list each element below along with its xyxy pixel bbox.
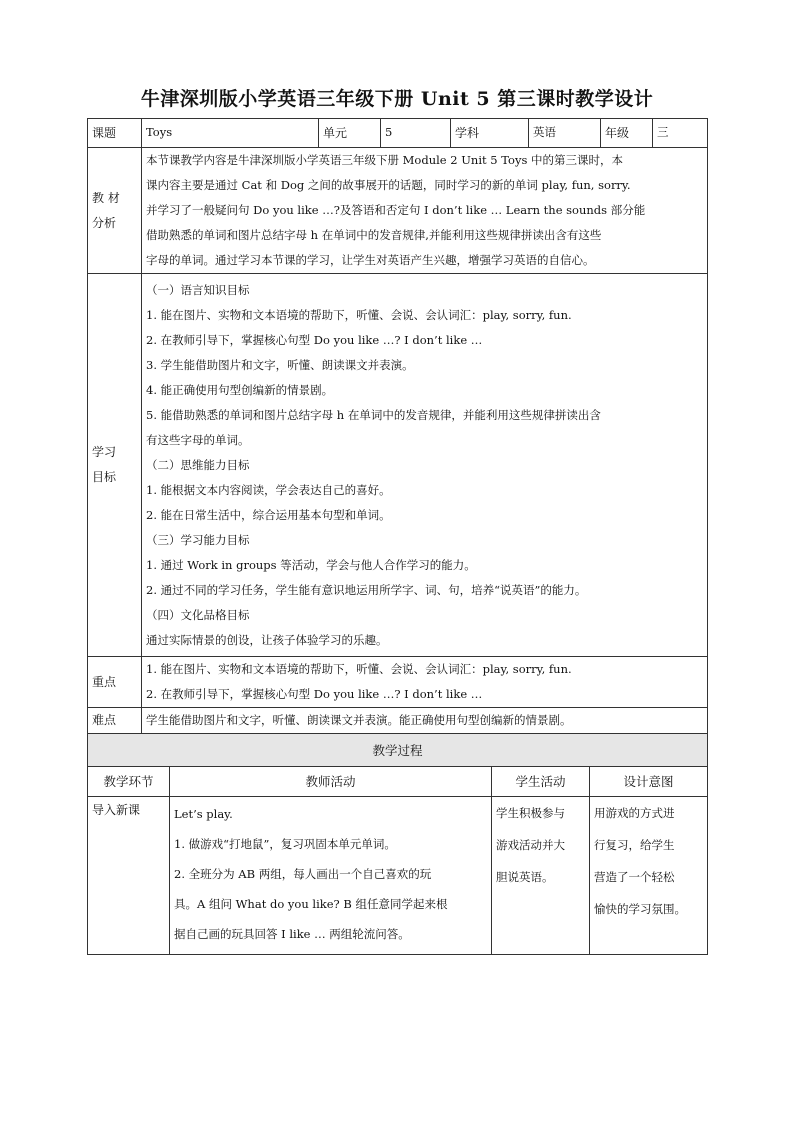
student-line: 胆说英语。 [496,870,554,884]
student-activity-cell [492,797,590,955]
header-stage: 教学环节 [88,767,170,797]
zhongdian-line: 2. 在教师引导下，掌握核心句型 Do you like …? I don’t like … [146,687,483,701]
mubiao-line: 3. 学生能借助图片和文字，听懂、朗读课文并表演。 [146,357,414,372]
xueke-value: 英语 [529,119,601,148]
document-title: 牛津深圳版小学英语三年级下册 Unit 5 第三课时教学设计 [140,88,654,110]
mubiao-line: 2. 通过不同的学习任务，学生能有意识地运用所学字、词、句，培养“说英语”的能力。 [146,582,587,597]
student-line: 学生积极参与 [496,806,565,820]
jiaocai-line: 本节课教学内容是牛津深圳版小学英语三年级下册 Module 2 Unit 5 Toys 中的第三课时，本 [146,153,624,167]
mubiao-line: 2. 在教师引导下，掌握核心句型 Do you like …? I don’t like … [146,332,483,347]
process-section-title: 教学过程 [88,734,708,767]
danyuan-label: 单元 [319,119,381,148]
mubiao-label [88,274,142,657]
mubiao-line: 4. 能正确使用句型创编新的情景剧。 [146,382,334,397]
teaching-process-table [87,733,708,955]
nianji-value: 三 [653,119,708,148]
keti-label: 课题 [88,119,142,148]
jiaocai-content [142,148,708,274]
teacher-activity-cell [170,797,492,955]
mubiao-line: 1. 能根据文本内容阅读，学会表达自己的喜好。 [146,482,391,497]
jiaocai-line: 并学习了一般疑问句 Do you like …?及答语和否定句 I don’t like … Learn the sounds 部分能 [146,203,646,217]
lesson-info-table [87,118,708,734]
intent-cell [590,797,708,955]
intent-line: 行复习，给学生 [594,838,675,852]
mubiao-line: 1. 能在图片、实物和文本语境的帮助下，听懂、会说、会认词汇：play, sorry, fun. [146,307,572,322]
jiaocai-label-line: 分析 [92,215,117,230]
mubiao-line: （二）思维能力目标 [146,457,250,472]
teacher-line: 1. 做游戏“打地鼠”，复习巩固本单元单词。 [174,837,396,851]
header-teacher: 教师活动 [170,767,492,797]
jiaocai-label-line: 教 材 [92,190,120,205]
intent-line: 愉快的学习氛围。 [594,902,686,916]
mubiao-line: 1. 通过 Work in groups 等活动，学会与他人合作学习的能力。 [146,557,476,572]
mubiao-line: （一）语言知识目标 [146,282,250,297]
mubiao-line: 2. 能在日常生活中，综合运用基本句型和单词。 [146,507,391,522]
nianji-label: 年级 [601,119,653,148]
xueke-label: 学科 [451,119,529,148]
mubiao-label-line: 学习 [92,445,117,459]
mubiao-line: 通过实际情景的创设，让孩子体验学习的乐趣。 [146,632,388,647]
mubiao-line: 5. 能借助熟悉的单词和图片总结字母 h 在单词中的发音规律，并能利用这些规律拼读出含 [146,407,601,422]
mubiao-line: 有这些字母的单词。 [146,432,250,447]
intent-line: 营造了一个轻松 [594,870,675,884]
jiaocai-label [88,148,142,274]
jiaocai-line: 字母的单词。通过学习本节课的学习，让学生对英语产生兴趣，增强学习英语的自信心。 [146,253,595,267]
mubiao-line: （三）学习能力目标 [146,532,250,547]
teacher-line: 据自己画的玩具回答 I like … 两组轮流问答。 [174,927,410,941]
zhongdian-line: 1. 能在图片、实物和文本语境的帮助下，听懂、会说、会认词汇：play, sorry, fun. [146,662,572,676]
mubiao-content [142,274,708,657]
zhongdian-label: 重点 [88,657,142,708]
zhongdian-content [142,657,708,708]
teacher-line: 2. 全班分为 AB 两组，每人画出一个自己喜欢的玩 [174,867,432,881]
student-line: 游戏活动并大 [496,838,565,852]
stage-cell: 导入新课 [88,797,170,955]
teacher-line: Let’s play. [174,807,233,821]
teacher-line: 具。A 组问 What do you like? B 组任意同学起来根 [174,897,448,911]
jiaocai-line: 借助熟悉的单词和图片总结字母 h 在单词中的发音规律,并能利用这些规律拼读出含有这些 [146,228,602,242]
jiaocai-line: 课内容主要是通过 Cat 和 Dog 之间的故事展开的话题，同时学习的新的单词 play, fun, sorry. [146,178,631,192]
mubiao-label-line: 目标 [92,470,117,484]
keti-value: Toys [142,119,319,148]
mubiao-line: （四）文化品格目标 [146,607,250,622]
nandian-label: 难点 [88,708,142,734]
nandian-content: 学生能借助图片和文字，听懂、朗读课文并表演。能正确使用句型创编新的情景剧。 [142,708,708,734]
header-student: 学生活动 [492,767,590,797]
danyuan-value: 5 [381,119,451,148]
intent-line: 用游戏的方式进 [594,806,675,820]
header-intent: 设计意图 [590,767,708,797]
